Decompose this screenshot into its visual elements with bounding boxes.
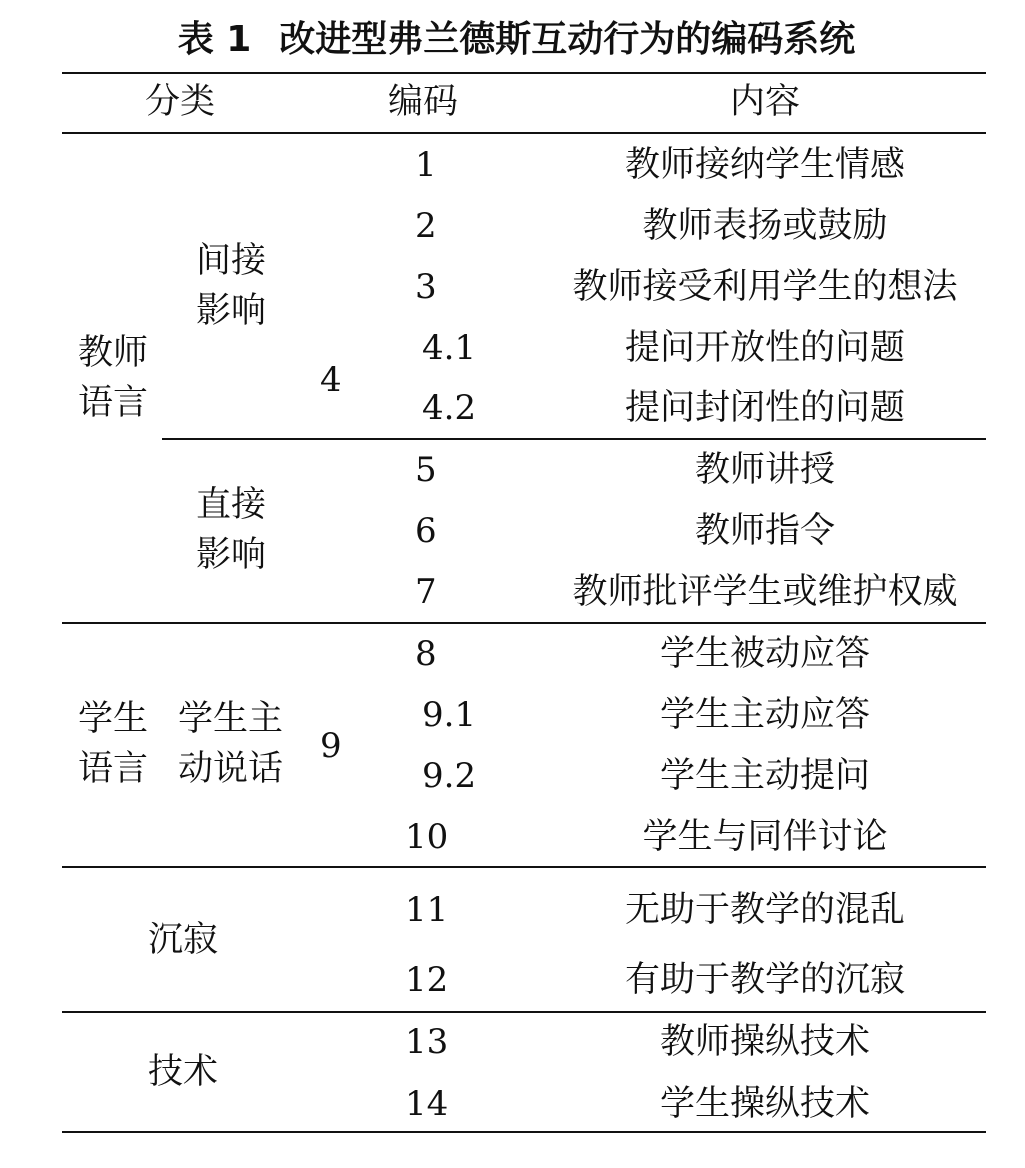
row-code: 1	[415, 145, 437, 185]
row-code: 6	[415, 511, 437, 551]
row-content: 有助于教学的沉寂	[624, 960, 905, 1000]
row-content: 学生主动应答	[659, 695, 870, 735]
student-sub-line1: 学生主	[178, 699, 284, 739]
group-label-silence: 沉寂	[148, 920, 219, 960]
row-content: 无助于教学的混乱	[624, 890, 905, 930]
table-number: 表 1	[177, 19, 252, 60]
row-code: 12	[405, 960, 449, 1000]
row-content: 教师接受利用学生的想法	[572, 267, 958, 307]
header-content: 内容	[729, 82, 800, 122]
subgroup-label-direct	[196, 480, 266, 580]
group-rule-silence	[62, 866, 986, 868]
header-rule	[62, 132, 986, 134]
row-content: 提问封闭性的问题	[624, 388, 905, 428]
direct-line1: 直接	[196, 485, 267, 525]
subgroup-label-student-initiated	[178, 694, 283, 794]
row-content: 学生主动提问	[659, 756, 870, 796]
code-9: 9	[320, 726, 342, 766]
row-content: 学生与同伴讨论	[642, 817, 888, 857]
row-code: 3	[415, 267, 437, 307]
table-caption: 改进型弗兰德斯互动行为的编码系统	[279, 19, 856, 60]
row-code: 5	[415, 450, 437, 490]
row-code: 14	[405, 1084, 449, 1124]
row-content: 教师指令	[694, 511, 835, 551]
teacher-label-line2: 语言	[78, 383, 149, 423]
direct-line2: 影响	[196, 535, 267, 575]
top-rule	[62, 72, 986, 74]
row-content: 教师讲授	[694, 450, 835, 490]
code-4: 4	[320, 360, 342, 400]
student-label-line1: 学生	[78, 699, 149, 739]
row-content: 学生操纵技术	[659, 1084, 870, 1124]
indirect-line1: 间接	[196, 241, 267, 281]
row-code: 9.1	[422, 695, 477, 735]
sub-rule-teacher	[162, 438, 986, 440]
row-content: 学生被动应答	[659, 634, 870, 674]
row-content: 提问开放性的问题	[624, 328, 905, 368]
group-label-teacher	[78, 328, 148, 428]
row-code: 10	[405, 817, 449, 857]
bottom-rule	[62, 1131, 986, 1133]
row-content: 教师接纳学生情感	[624, 145, 905, 185]
indirect-line2: 影响	[196, 291, 267, 331]
student-label-line2: 语言	[78, 749, 149, 789]
row-code: 9.2	[422, 756, 477, 796]
row-content: 教师操纵技术	[659, 1022, 870, 1062]
row-code: 13	[405, 1022, 449, 1062]
table-title	[0, 18, 1025, 62]
student-sub-line2: 动说话	[178, 749, 284, 789]
group-rule-tech	[62, 1011, 986, 1013]
subgroup-label-indirect	[196, 236, 266, 336]
row-code: 4.2	[422, 388, 477, 428]
row-content: 教师批评学生或维护权威	[572, 572, 958, 612]
header-category: 分类	[145, 82, 216, 122]
row-content: 教师表扬或鼓励	[642, 206, 888, 246]
teacher-label-line1: 教师	[78, 333, 149, 373]
header-code: 编码	[388, 82, 459, 122]
row-code: 8	[415, 634, 437, 674]
row-code: 2	[415, 206, 437, 246]
row-code: 4.1	[422, 328, 477, 368]
group-rule-student	[62, 622, 986, 624]
row-code: 11	[405, 890, 449, 930]
row-code: 7	[415, 572, 437, 612]
group-label-tech: 技术	[148, 1052, 219, 1092]
group-label-student	[78, 694, 148, 794]
